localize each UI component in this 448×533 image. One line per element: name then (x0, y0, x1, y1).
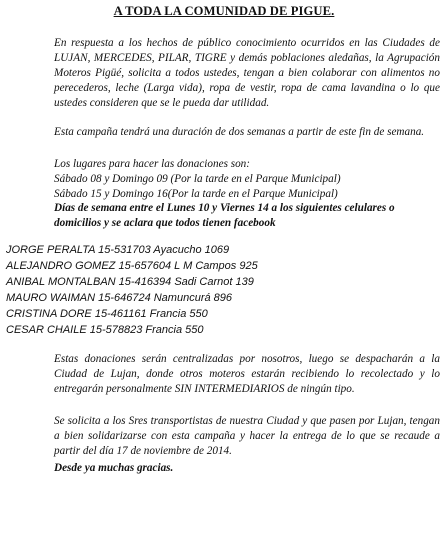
document-title: A TODA LA COMUNIDAD DE PIGUE. (113, 4, 335, 18)
intro-text: En respuesta a los hechos de público conocimiento ocurridos en las Ciudades de LUJAN, MERCEDES, PILAR, TIGRE y demás poblaciones aledañas, la Agrupación Moteros Pigüé, solicita a todos ustedes, tengan a bien colaborar con alimentos no perecederos, leche (Larga vida), ropa de vestir, ropa de cama lavandina o lo que ustedes consideren que se le pueda dar utilidad. (54, 37, 440, 109)
campaign-paragraph (6, 125, 440, 140)
transport-text: Se solicita a los Sres transportistas de nuestra Ciudad y que pasen por Lujan, tengan a bien solidarizarse con esta campaña y hacer la entrega de lo que se recaude a partir del día 17 de noviembre de 2014. (54, 415, 440, 457)
place-1: Sábado 08 y Domingo 09 (Por la tarde en el Parque Municipal) (54, 173, 341, 185)
thanks-line: Desde ya muchas gracias. (54, 462, 174, 474)
campaign-text: Esta campaña tendrá una duración de dos semanas a partir de este fin de semana. (54, 126, 425, 138)
contact-item: ANIBAL MONTALBAN 15-416394 Sadi Carnot 139 (6, 276, 254, 288)
contact-item: MAURO WAIMAN 15-646724 Namuncurá 896 (6, 292, 233, 304)
centralized-paragraph (6, 352, 440, 397)
contact-item: JORGE PERALTA 15-531703 Ayacucho 1069 (6, 244, 230, 256)
contact-item: ALEJANDRO GOMEZ 15-657604 L M Campos 925 (6, 260, 258, 272)
transport-paragraph (6, 414, 440, 459)
weekdays-text: Días de semana entre el Lunes 10 y Viernes 14 a los siguientes celulares o domicilios y se aclara que todos tienen facebook (54, 202, 395, 229)
contact-item: CESAR CHAILE 15-578823 Francia 550 (6, 324, 204, 336)
places-intro: Los lugares para hacer las donaciones son: (54, 158, 250, 170)
contact-list (6, 242, 258, 338)
centralized-text: Estas donaciones serán centralizadas por nosotros, luego se despacharán a la Ciudad de Lujan, donde otros moteros estarán recibiendo lo recolectado y lo entregarán personalmente SIN INTERMEDIARIOS de ningún tipo. (54, 353, 440, 395)
intro-paragraph (6, 36, 440, 111)
place-2: Sábado 15 y Domingo 16(Por la tarde en el Parque Municipal) (54, 188, 338, 200)
contact-item: CRISTINA DORE 15-461161 Francia 550 (6, 308, 208, 320)
weekdays-paragraph (6, 201, 440, 231)
